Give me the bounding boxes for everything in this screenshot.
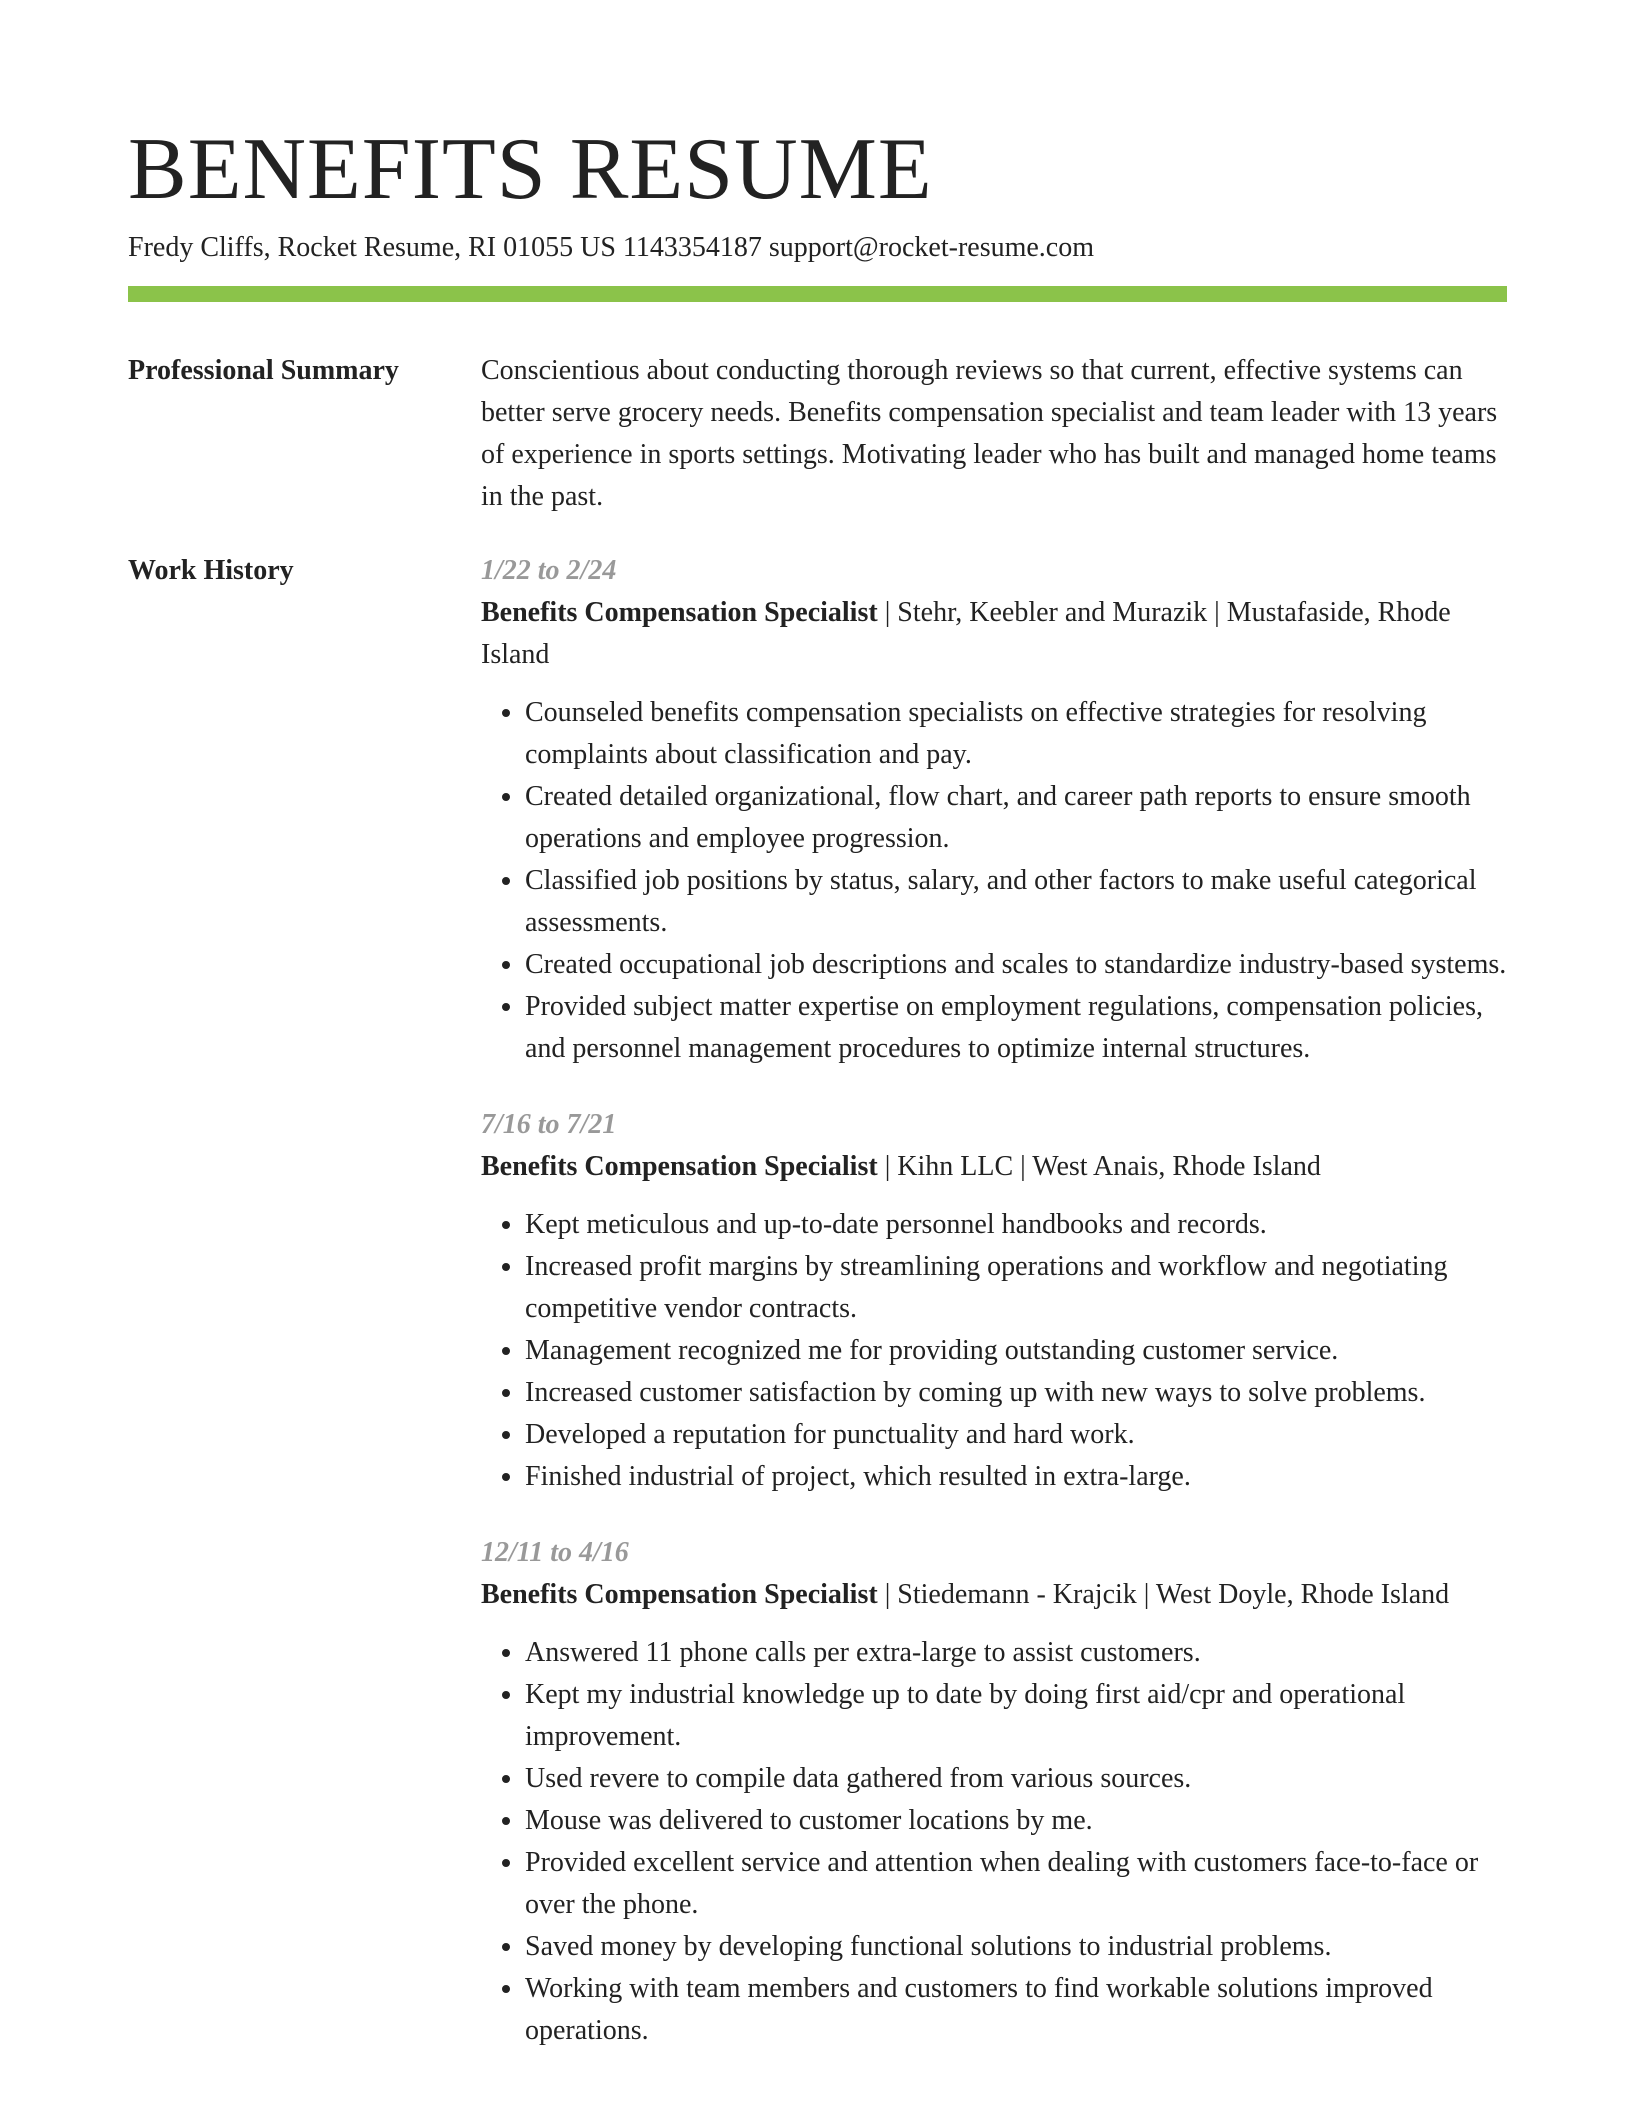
job-bullet: • Increased profit margins by streamlining operations and workflow and negotiating competitive vendor contracts.	[525, 1246, 1507, 1330]
job-bullet-list	[481, 1632, 1507, 2052]
job-dates: 12/11 to 4/16	[481, 1537, 629, 1568]
summary-body	[481, 350, 1507, 518]
job-dates: 7/16 to 7/21	[481, 1109, 617, 1140]
job-bullet: • Provided excellent service and attention when dealing with customers face-to-face or over the phone.	[525, 1842, 1507, 1926]
job-employer-location: | Stiedemann - Krajcik | West Doyle, Rhode Island	[877, 1579, 1450, 1610]
job-heading	[481, 1574, 1507, 1616]
job-bullet-list	[481, 692, 1507, 1070]
job-title: Benefits Compensation Specialist	[481, 597, 878, 628]
job-bullet: • Management recognized me for providing outstanding customer service.	[525, 1330, 1507, 1372]
job-bullet: • Increased customer satisfaction by coming up with new ways to solve problems.	[525, 1372, 1507, 1414]
job-bullet: • Saved money by developing functional solutions to industrial problems.	[525, 1926, 1507, 1968]
job-bullet: • Mouse was delivered to customer locations by me.	[525, 1800, 1507, 1842]
job-title: Benefits Compensation Specialist	[481, 1151, 878, 1182]
resume-title: BENEFITS RESUME	[128, 121, 933, 218]
job-bullet: • Kept my industrial knowledge up to date by doing first aid/cpr and operational improvement.	[525, 1674, 1507, 1758]
job-employer-location: | Kihn LLC | West Anais, Rhode Island	[877, 1151, 1321, 1182]
job-bullet: • Finished industrial of project, which resulted in extra-large.	[525, 1456, 1507, 1498]
contact-line: Fredy Cliffs, Rocket Resume, RI 01055 US 1143354187 support@rocket-resume.com	[128, 232, 1094, 263]
section-label-summary: Professional Summary	[128, 355, 399, 386]
summary-text: Conscientious about conducting thorough reviews so that current, effective systems can better serve grocery needs. Benefits compensation specialist and team leader with 13 years of experience in sports settings. Motivating leader who has built and managed home teams in the past.	[481, 355, 1498, 512]
job-bullet: • Created detailed organizational, flow chart, and career path reports to ensure smooth operations and employee progression.	[525, 776, 1507, 860]
job-employer-location: | Stehr, Keebler and Murazik | Mustafaside, Rhode Island	[481, 597, 1451, 670]
job-bullet: • Working with team members and customers to find workable solutions improved operations.	[525, 1968, 1507, 2052]
section-label-work-history: Work History	[128, 555, 294, 586]
job-bullet: • Answered 11 phone calls per extra-large to assist customers.	[525, 1632, 1507, 1674]
job-bullet: • Counseled benefits compensation specialists on effective strategies for resolving complaints about classification and pay.	[525, 692, 1507, 776]
job-heading	[481, 592, 1507, 676]
job-bullet: • Developed a reputation for punctuality and hard work.	[525, 1414, 1507, 1456]
accent-divider	[128, 286, 1507, 302]
job-entry	[481, 1532, 1507, 2052]
job-dates: 1/22 to 2/24	[481, 555, 617, 586]
job-entry	[481, 550, 1507, 1070]
work-history-body	[481, 550, 1507, 2086]
job-title: Benefits Compensation Specialist	[481, 1579, 878, 1610]
job-bullet: • Classified job positions by status, salary, and other factors to make useful categorical assessments.	[525, 860, 1507, 944]
job-bullet: • Used revere to compile data gathered from various sources.	[525, 1758, 1507, 1800]
job-bullet: • Provided subject matter expertise on employment regulations, compensation policies, and personnel management procedures to optimize internal structures.	[525, 986, 1507, 1070]
job-heading	[481, 1146, 1507, 1188]
job-bullet-list	[481, 1204, 1507, 1498]
job-entry	[481, 1104, 1507, 1498]
job-bullet: • Kept meticulous and up-to-date personnel handbooks and records.	[525, 1204, 1507, 1246]
job-bullet: • Created occupational job descriptions and scales to standardize industry-based systems.	[525, 944, 1507, 986]
